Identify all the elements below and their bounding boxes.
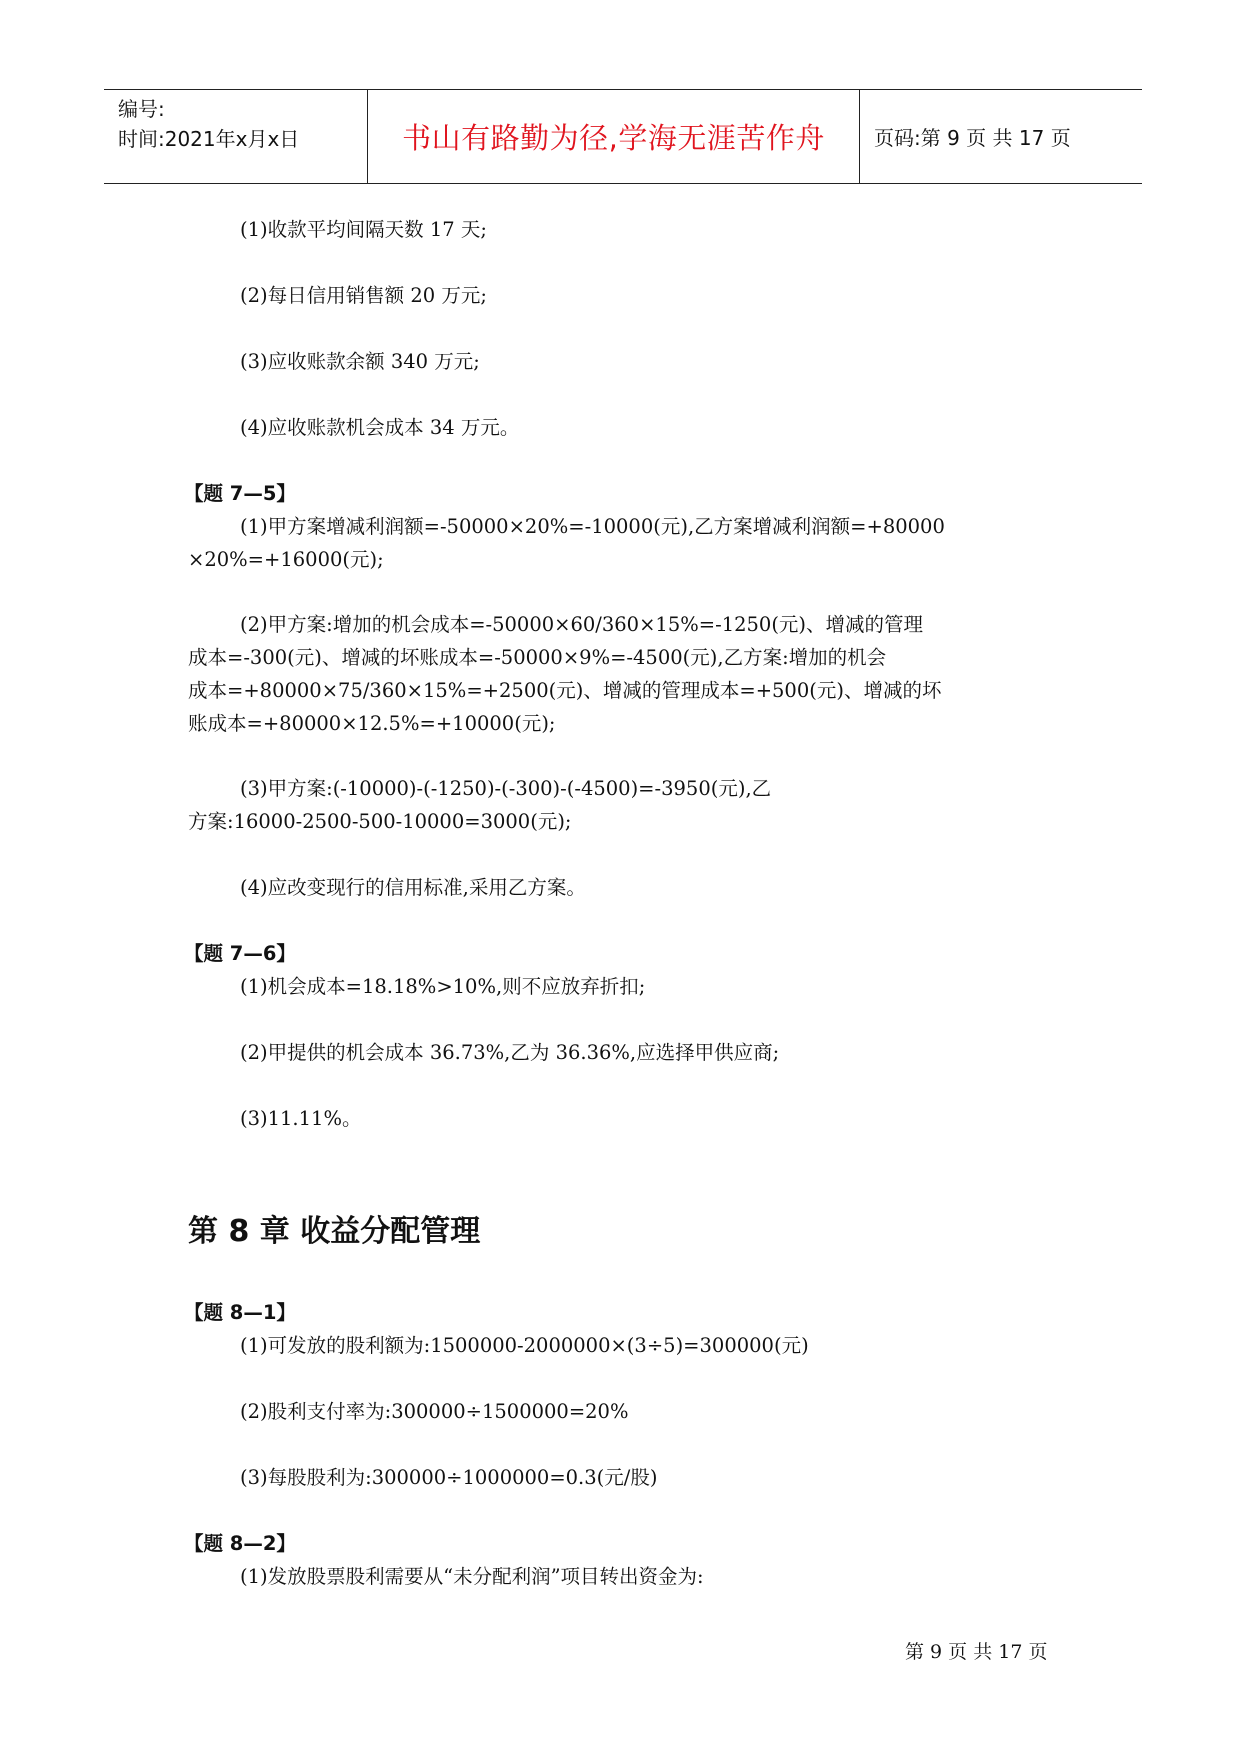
header-left-cell — [104, 90, 368, 183]
answer-line: (1)收款平均间隔天数 17 天; — [240, 218, 487, 241]
page-header — [104, 89, 1142, 184]
question-heading-8-2: 【题 8—2】 — [184, 1532, 296, 1555]
page-footer: 第 9 页 共 17 页 — [905, 1641, 1048, 1663]
question-heading-8-1: 【题 8—1】 — [184, 1301, 296, 1324]
chapter-title: 第 8 章 收益分配管理 — [188, 1214, 481, 1249]
answer-line: (4)应改变现行的信用标准,采用乙方案。 — [240, 876, 586, 899]
question-heading-7-5: 【题 7—5】 — [184, 482, 296, 505]
question-heading-7-6: 【题 7—6】 — [184, 942, 296, 965]
answer-line: (3)甲方案:(-10000)-(-1250)-(-300)-(-4500)=-3950(元),乙 — [240, 777, 772, 800]
answer-line: 方案:16000-2500-500-10000=3000(元); — [188, 810, 572, 833]
answer-line: 账成本=+80000×12.5%=+10000(元); — [188, 712, 556, 735]
document-number: 编号: — [118, 97, 165, 121]
answer-line: (3)每股股利为:300000÷1000000=0.3(元/股) — [240, 1466, 658, 1489]
answer-line: (1)甲方案增减利润额=-50000×20%=-10000(元),乙方案增减利润额=+80000 — [240, 515, 945, 538]
answer-line: ×20%=+16000(元); — [188, 548, 384, 571]
answer-line: 成本=+80000×75/360×15%=+2500(元)、增减的管理成本=+500(元)、增减的坏 — [188, 679, 942, 702]
document-time: 时间:2021年x月x日 — [118, 127, 300, 151]
answer-line: 成本=-300(元)、增减的坏账成本=-50000×9%=-4500(元),乙方案:增加的机会 — [188, 646, 887, 669]
header-page-number: 页码:第 9 页 共 17 页 — [874, 126, 1071, 150]
answer-line: (2)股利支付率为:300000÷1500000=20% — [240, 1400, 629, 1423]
answer-line: (1)发放股票股利需要从“未分配利润”项目转出资金为: — [240, 1565, 704, 1588]
answer-line: (3)应收账款余额 340 万元; — [240, 350, 480, 373]
answer-line: (1)机会成本=18.18%>10%,则不应放弃折扣; — [240, 975, 646, 998]
answer-line: (2)每日信用销售额 20 万元; — [240, 284, 487, 307]
answer-line: (2)甲方案:增加的机会成本=-50000×60/360×15%=-1250(元)、增减的管理 — [240, 613, 924, 636]
answer-line: (3)11.11%。 — [240, 1107, 362, 1130]
answer-line: (4)应收账款机会成本 34 万元。 — [240, 416, 520, 439]
header-motto: 书山有路勤为径,学海无涯苦作舟 — [368, 90, 860, 183]
answer-line: (1)可发放的股利额为:1500000-2000000×(3÷5)=300000(元) — [240, 1334, 809, 1357]
answer-line: (2)甲提供的机会成本 36.73%,乙为 36.36%,应选择甲供应商; — [240, 1041, 780, 1064]
